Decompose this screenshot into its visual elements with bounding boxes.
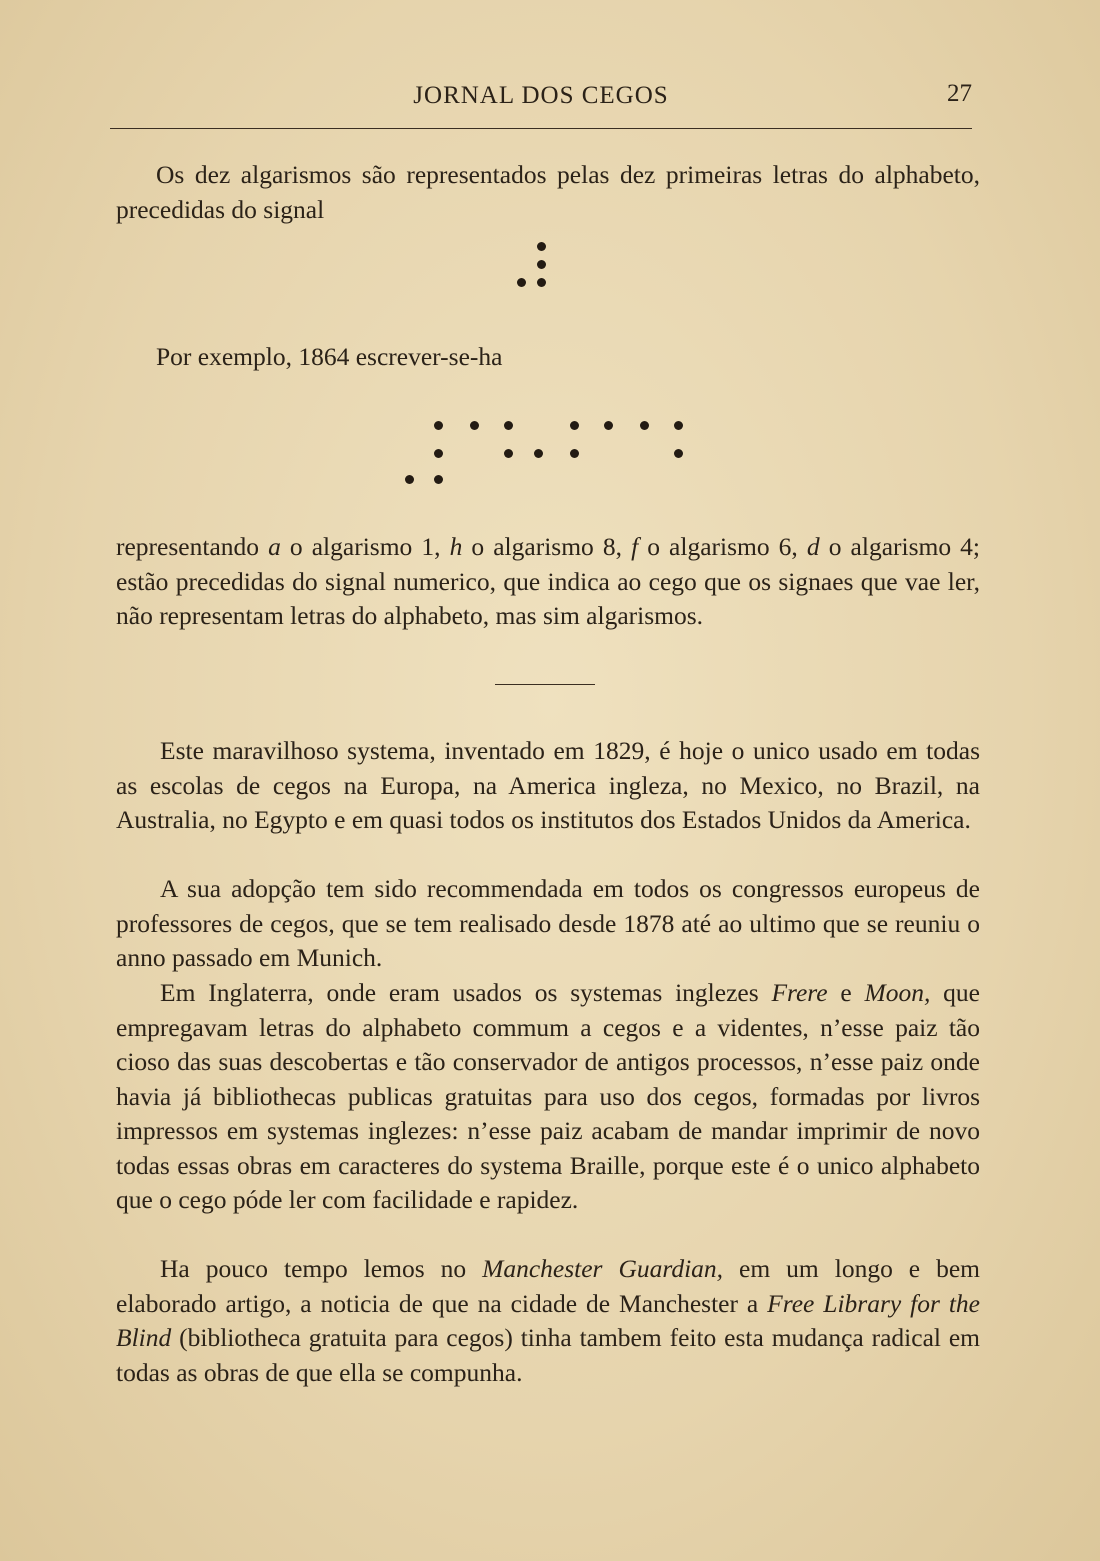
braille-dot [534, 449, 543, 458]
braille-dot [537, 260, 546, 269]
italic-title: Free Library for the Blind [116, 1288, 980, 1352]
braille-dot [570, 449, 579, 458]
braille-numeric-sign [512, 238, 552, 298]
text-run: Em Inglaterra, onde eram usados os systemas inglezes [160, 978, 772, 1007]
paragraph-example: Por exemplo, 1864 escrever-se-ha [156, 342, 503, 371]
text-run: o algarismo 8, [462, 532, 632, 561]
page-number: 27 [947, 80, 972, 107]
braille-dot [537, 242, 546, 251]
braille-dot [640, 421, 649, 430]
section-separator [495, 684, 595, 685]
text-run: que empregavam letras do alphabeto commum a cegos e a videntes, n’esse paiz tão cioso das suas descobertas e tão conservador de antigos processos, n’esse paiz onde havia já bibliothecas publicas gratuitas para uso dos cegos, formadas por livros impressos em systemas inglezes: n’esse paiz acabam de mandar imprimir de novo todas essas obras em caracteres do systema Braille, porque este é o unico alphabeto que o cego póde ler com facilidade e rapidez. [116, 978, 980, 1214]
paragraph-england [116, 976, 980, 1218]
braille-dot [434, 421, 443, 430]
braille-dot [504, 421, 513, 430]
braille-dot [674, 449, 683, 458]
braille-dot [604, 421, 613, 430]
braille-dot [405, 475, 414, 484]
braille-1864 [400, 415, 700, 495]
paragraph-explanation [116, 530, 980, 634]
text-run: o algarismo 4; estão precedidas do signal numerico, que indica ao cego que os signaes que vae ler, não representam letras do alphabeto, mas sim algarismos. [116, 532, 981, 630]
italic-name: Frere [771, 978, 828, 1007]
page-header [110, 78, 972, 118]
text-run: e [827, 978, 865, 1007]
braille-dot [434, 449, 443, 458]
text-run: Ha pouco tempo lemos no [160, 1254, 483, 1283]
text-run: o algarismo 1, [280, 532, 450, 561]
italic-title: Manchester Guardian, [482, 1254, 724, 1283]
italic-letter: a [268, 532, 281, 561]
paragraph-adoption: A sua adopção tem sido recommendada em todos os congressos europeus de professores de cegos, que se tem realisado desde 1878 até ao ultimo que se reuniu o anno passado em Munich. [116, 874, 980, 972]
italic-letter: d [806, 532, 820, 561]
braille-dot [537, 278, 546, 287]
paragraph-system-usage: Este maravilhoso systema, inventado em 1829, é hoje o unico usado em todas as escolas de cegos na Europa, na America ingleza, no Mexico, no Brazil, na Australia, no Egypto e em quasi todos os institutos dos Estados Unidos da America. [116, 736, 980, 834]
text-run: representando [116, 532, 269, 561]
braille-dot [674, 421, 683, 430]
italic-name: Moon, [864, 978, 931, 1007]
paragraph-numeric-sign: Os dez algarismos são representados pelas dez primeiras letras do alphabeto, precedidas do signal [116, 160, 980, 224]
running-title: JORNAL DOS CEGOS [413, 82, 669, 109]
paragraph-manchester [116, 1252, 980, 1390]
braille-dot [504, 449, 513, 458]
italic-letter: f [631, 532, 639, 561]
header-rule [110, 128, 972, 129]
text-run: (bibliotheca gratuita para cegos) tinha tambem feito esta mudança radical em todas as obras de que ella se compunha. [116, 1323, 980, 1387]
text-run: em um longo e bem elaborado artigo, a noticia de que na cidade de Manchester a [116, 1254, 980, 1318]
braille-dot [570, 421, 579, 430]
text-run: o algarismo 6, [638, 532, 807, 561]
italic-letter: h [449, 532, 463, 561]
braille-dot [517, 278, 526, 287]
braille-dot [470, 421, 479, 430]
braille-dot [434, 475, 443, 484]
